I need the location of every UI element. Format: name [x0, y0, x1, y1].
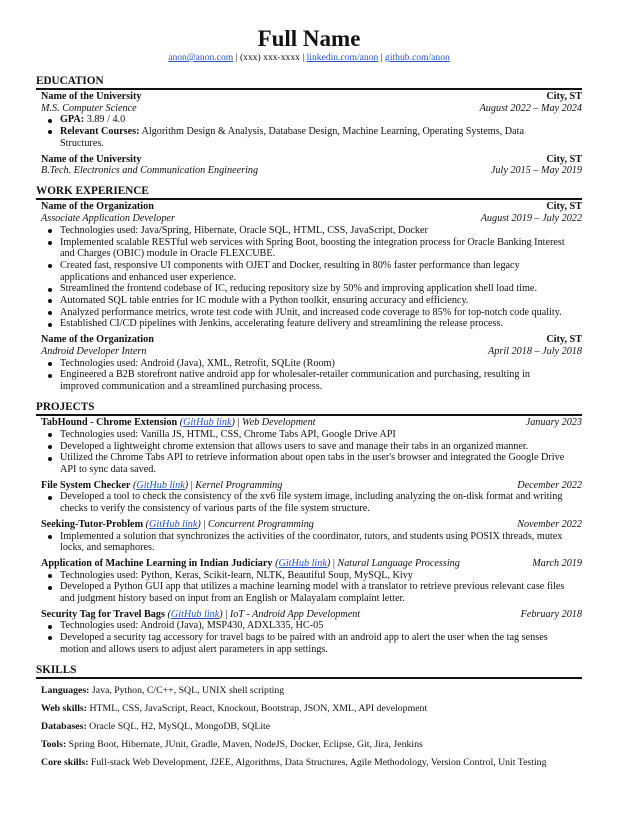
- list-item: Implemented scalable RESTful web services with Spring Boot, boosting the integration process for Oracle Banking Interest and Charges (OBIC) module in Oracle FLEXCUBE.: [60, 237, 582, 260]
- github-link[interactable]: GitHub link: [136, 479, 185, 491]
- organization-name: Name of the Organization: [41, 334, 154, 346]
- skill-label: Web skills:: [41, 703, 88, 715]
- bullet-list: [41, 491, 582, 514]
- project-entry: [36, 417, 582, 476]
- degree: B.Tech. Electronics and Communication Engineering: [41, 165, 259, 177]
- entry-subheader: [41, 165, 582, 177]
- dates: April 2018 – July 2018: [488, 345, 582, 357]
- role: Associate Application Developer: [41, 213, 175, 225]
- project-category: Concurrent Programming: [207, 518, 314, 530]
- project-category: Kernel Programming: [195, 479, 283, 491]
- contact-line: [36, 52, 582, 64]
- bullet-text: Algorithm Design & Analysis, Database Design, Machine Learning, Operating Systems, Data Structures.: [60, 126, 525, 149]
- separator: |: [378, 52, 386, 63]
- list-item: Developed a tool to check the consistency of the xv6 file system image, including analyzing the on-disk format and writing checks to verify the consistency of various parts of the file system structure.: [60, 491, 582, 514]
- list-item: Developed a Python GUI app that utilizes a machine learning model with a translator to retrieve previous relevant case files and judgment history based on input from an English or Malayalam complaint letter.: [60, 581, 582, 604]
- full-name: Full Name: [257, 26, 361, 51]
- project-entry: [36, 558, 582, 605]
- project-link-group: [180, 417, 235, 428]
- education-heading: EDUCATION: [36, 75, 582, 90]
- skill-label: Tools:: [41, 739, 67, 751]
- entry-header: [41, 201, 582, 213]
- list-item: Technologies used: Python, Keras, Scikit-learn, NLTK, Beautiful Soup, MySQL, Kivy: [60, 570, 582, 582]
- entry-subheader: [41, 213, 582, 225]
- list-item: Streamlined the frontend codebase of IC, reducing repository size by 50% and improving application shell load time.: [60, 283, 582, 295]
- punctuation: (: [179, 417, 184, 429]
- institution-name: Name of the University: [41, 153, 142, 165]
- skill-label: Core skills:: [41, 757, 89, 769]
- skill-row: [41, 757, 582, 769]
- github-link[interactable]: GitHub link: [170, 608, 220, 620]
- project-link-group: [146, 519, 201, 530]
- project-date: March 2019: [532, 557, 582, 569]
- project-header: [41, 609, 582, 621]
- punctuation: (: [145, 518, 150, 530]
- location: City, ST: [546, 91, 582, 102]
- experience-entry: [36, 201, 582, 330]
- skill-label: Languages:: [41, 685, 90, 697]
- list-item: Technologies used: Android (Java), MSP430, ADXL335, HC-05: [60, 620, 582, 632]
- separator: |: [299, 52, 307, 63]
- list-item: Technologies used: Vanilla JS, HTML, CSS, Chrome Tabs API, Google Drive API: [60, 429, 582, 441]
- entry-subheader: [41, 103, 582, 115]
- project-link-group: [133, 480, 188, 491]
- institution-name: Name of the University: [41, 91, 142, 102]
- project-entry: [36, 519, 582, 554]
- list-item: Implemented a solution that synchronizes the activities of the coordinator, tutors, and students using POSIX threads, mutex locks, and semaphores.: [60, 531, 582, 554]
- project-title: File System Checker: [41, 479, 131, 491]
- bullet-list: [41, 358, 582, 393]
- list-item: Technologies used: Java/Spring, Hibernate, Oracle SQL, HTML, CSS, JavaScript, Docker: [60, 225, 582, 237]
- degree: M.S. Computer Science: [41, 102, 137, 114]
- entry-header: [41, 91, 582, 103]
- project-date: February 2018: [520, 608, 582, 620]
- education-section: [36, 91, 582, 177]
- skills-heading: SKILLS: [36, 664, 582, 679]
- experience-heading: WORK EXPERIENCE: [36, 185, 582, 200]
- project-date: December 2022: [517, 479, 582, 491]
- punctuation: ): [184, 479, 189, 491]
- linkedin-link[interactable]: linkedin.com/anon: [306, 52, 379, 63]
- experience-section: [36, 201, 582, 392]
- bullet-list: [41, 531, 582, 554]
- entry-header: [41, 334, 582, 346]
- project-link-group: [168, 609, 223, 620]
- github-link[interactable]: GitHub link: [278, 557, 327, 569]
- project-header: [41, 558, 582, 570]
- projects-heading: PROJECTS: [36, 401, 582, 416]
- list-item: Technologies used: Android (Java), XML, Retrofit, SQLite (Room): [60, 358, 582, 370]
- project-title: Application of Machine Learning in Indian Judiciary: [41, 557, 273, 569]
- project-title: Security Tag for Travel Bags: [41, 608, 165, 620]
- skill-values: Java, Python, C/C++, SQL, UNIX shell scripting: [89, 685, 285, 697]
- skill-row: [41, 703, 582, 715]
- project-title: TabHound - Chrome Extension: [41, 417, 178, 429]
- punctuation: (: [167, 608, 171, 620]
- list-item: [60, 126, 582, 149]
- punctuation: |: [330, 557, 338, 569]
- entry-header: [41, 154, 582, 166]
- project-category: Web Development: [242, 417, 316, 429]
- project-title: Seeking-Tutor-Problem: [41, 518, 144, 530]
- skill-row: [41, 739, 582, 751]
- bullet-list: [41, 225, 582, 330]
- list-item: Automated SQL table entries for IC module with a Python toolkit, ensuring accuracy and efficiency.: [60, 295, 582, 307]
- github-link[interactable]: GitHub link: [149, 518, 198, 530]
- punctuation: ): [197, 518, 201, 530]
- project-date: January 2023: [525, 417, 582, 429]
- project-category: Natural Language Processing: [337, 557, 460, 569]
- project-header: [41, 480, 582, 492]
- punctuation: |: [234, 417, 243, 429]
- bullet-label: Relevant Courses:: [60, 126, 140, 138]
- project-header: [41, 519, 582, 531]
- github-link[interactable]: github.com/anon: [385, 52, 450, 63]
- bullet-text: 3.89 / 4.0: [84, 114, 126, 126]
- dates: July 2015 – May 2019: [490, 165, 582, 177]
- list-item: Utilized the Chrome Tabs API to retrieve information about open tabs in the user's browser and integrated the Google Drive API to sync data saved.: [60, 452, 582, 475]
- list-item: Created fast, responsive UI components with OJET and Docker, resulting in 80% faster performance than legacy applications and enhanced user experience.: [60, 260, 582, 283]
- skill-label: Databases:: [41, 721, 87, 733]
- project-category: IoT - Android App Development: [229, 608, 361, 620]
- project-title-line: [41, 609, 360, 621]
- dates: August 2019 – July 2022: [480, 213, 582, 225]
- location: City, ST: [546, 201, 582, 213]
- role: Android Developer Intern: [41, 345, 147, 357]
- list-item: Engineered a B2B storefront native android app for wholesaler-retailer communication and purchasing, resulting in improved communication and a streamlined purchasing process.: [60, 369, 582, 392]
- project-link-group: [275, 558, 330, 569]
- punctuation: ): [326, 557, 331, 569]
- skills-section: [36, 685, 582, 769]
- project-title-line: [41, 519, 314, 531]
- github-link[interactable]: GitHub link: [183, 417, 232, 429]
- skill-values: Full-stack Web Development, J2EE, Algorithms, Data Structures, Agile Methodology, Version Control, Unit Testing: [88, 757, 547, 769]
- punctuation: |: [188, 479, 196, 491]
- email-link[interactable]: anon@anon.com: [168, 52, 234, 63]
- skill-row: [41, 685, 582, 697]
- phone: (xxx) xxx-xxxx: [239, 52, 300, 63]
- bullet-list: [41, 114, 582, 149]
- project-date: November 2022: [517, 518, 582, 530]
- project-title-line: [41, 417, 316, 429]
- education-entry: [36, 154, 582, 177]
- list-item: [60, 114, 582, 126]
- separator: |: [233, 52, 240, 63]
- punctuation: (: [132, 479, 137, 491]
- project-header: [41, 417, 582, 429]
- list-item: Established CI/CD pipelines with Jenkins, accelerating feature delivery and streamlining the release process.: [60, 318, 582, 330]
- entry-subheader: [41, 346, 582, 358]
- location: City, ST: [546, 334, 582, 346]
- projects-section: [36, 417, 582, 655]
- education-entry: [36, 91, 582, 150]
- project-title-line: [41, 558, 460, 570]
- experience-entry: [36, 334, 582, 393]
- organization-name: Name of the Organization: [41, 201, 154, 213]
- list-item: Developed a lightweight chrome extension that allows users to save and manage their tabs in an organized manner.: [60, 441, 582, 453]
- project-title-line: [41, 480, 282, 492]
- bullet-label: GPA:: [60, 114, 85, 126]
- bullet-list: [41, 570, 582, 605]
- skill-values: Oracle SQL, H2, MySQL, MongoDB, SQLite: [86, 721, 271, 733]
- punctuation: ): [231, 417, 235, 429]
- project-entry: [36, 609, 582, 656]
- punctuation: |: [222, 608, 230, 620]
- bullet-list: [41, 429, 582, 476]
- skill-values: Spring Boot, Hibernate, JUnit, Gradle, Maven, NodeJS, Docker, Eclipse, Git, Jira, Jenkins: [66, 739, 423, 751]
- dates: August 2022 – May 2024: [479, 102, 582, 114]
- location: City, ST: [546, 153, 582, 165]
- resume-page: [36, 27, 582, 769]
- punctuation: ): [219, 608, 223, 620]
- punctuation: (: [275, 557, 279, 569]
- list-item: Developed a security tag accessory for travel bags to be paired with an android app to alert the user when the tag senses motion and allows users to adjust alert parameters in app settings.: [60, 632, 582, 655]
- skill-row: [41, 721, 582, 733]
- punctuation: |: [200, 518, 208, 530]
- bullet-list: [41, 620, 582, 655]
- skill-values: HTML, CSS, JavaScript, React, Knockout, Bootstrap, JSON, XML, API development: [87, 703, 428, 715]
- list-item: Analyzed performance metrics, wrote test code with JUnit, and increased code coverage to 85% for top-notch code quality.: [60, 307, 582, 319]
- project-entry: [36, 480, 582, 515]
